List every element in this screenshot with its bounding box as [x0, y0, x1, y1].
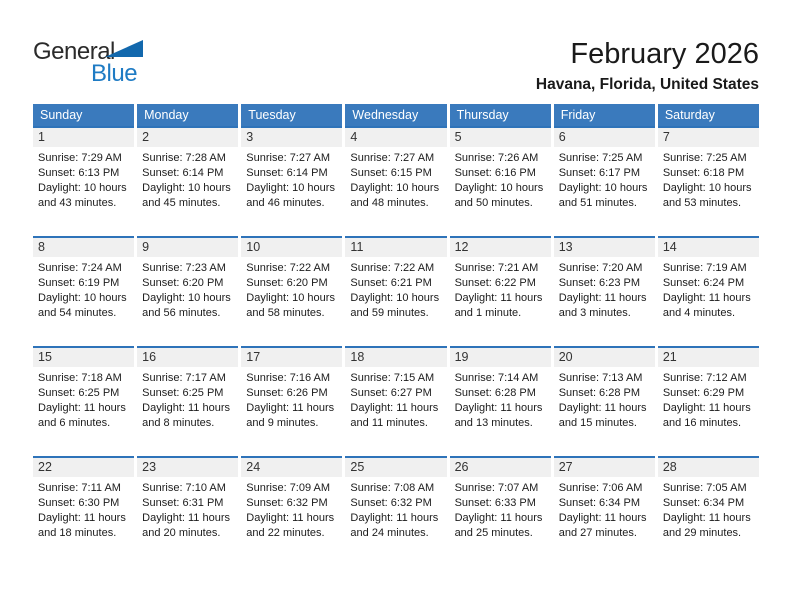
sunrise-text: Sunrise: 7:21 AM [454, 262, 539, 274]
day-number: 1 [33, 128, 134, 147]
day-number: 19 [450, 348, 551, 367]
daylight-text: Daylight: 10 hours and 51 minutes. [558, 182, 648, 209]
day-details [137, 147, 238, 211]
location-subtitle: Havana, Florida, United States [535, 76, 759, 93]
daylight-text: Daylight: 11 hours and 13 minutes. [454, 402, 543, 429]
week-row-2 [33, 236, 759, 346]
day-cell-19 [450, 346, 551, 456]
day-cell-12 [450, 236, 551, 346]
day-cell-28 [658, 456, 759, 566]
day-details [554, 477, 655, 541]
day-number: 21 [658, 348, 759, 367]
day-details [658, 367, 759, 431]
daylight-text: Daylight: 11 hours and 3 minutes. [558, 292, 647, 319]
weekday-header-thursday: Thursday [450, 104, 551, 126]
daylight-text: Daylight: 10 hours and 43 minutes. [38, 182, 127, 209]
weeks-container [33, 126, 759, 566]
weekday-header-wednesday: Wednesday [345, 104, 446, 126]
day-number: 17 [241, 348, 342, 367]
sunrise-text: Sunrise: 7:27 AM [246, 152, 331, 164]
sunrise-text: Sunrise: 7:09 AM [246, 482, 331, 494]
sunrise-text: Sunrise: 7:05 AM [662, 482, 747, 494]
daylight-text: Daylight: 11 hours and 4 minutes. [662, 292, 751, 319]
day-details [241, 257, 342, 321]
daylight-text: Daylight: 11 hours and 15 minutes. [558, 402, 647, 429]
calendar-table [33, 104, 759, 566]
day-details [658, 147, 759, 211]
day-details [33, 147, 134, 211]
sunset-text: Sunset: 6:16 PM [454, 167, 536, 179]
daylight-text: Daylight: 10 hours and 46 minutes. [246, 182, 335, 209]
sunset-text: Sunset: 6:14 PM [246, 167, 328, 179]
day-cell-18 [345, 346, 446, 456]
day-details [137, 477, 238, 541]
weekday-header-tuesday: Tuesday [241, 104, 342, 126]
day-number: 26 [450, 458, 551, 477]
sunrise-text: Sunrise: 7:07 AM [454, 482, 539, 494]
sunrise-text: Sunrise: 7:08 AM [350, 482, 435, 494]
day-cell-17 [241, 346, 342, 456]
day-cell-26 [450, 456, 551, 566]
sunrise-text: Sunrise: 7:29 AM [38, 152, 122, 164]
day-cell-14 [658, 236, 759, 346]
week-row-1 [33, 126, 759, 236]
sunrise-text: Sunrise: 7:25 AM [558, 152, 643, 164]
day-cell-5 [450, 126, 551, 236]
daylight-text: Daylight: 11 hours and 18 minutes. [38, 512, 126, 539]
day-details [33, 257, 134, 321]
day-details [658, 477, 759, 541]
day-number: 11 [345, 238, 446, 257]
day-number: 25 [345, 458, 446, 477]
sunset-text: Sunset: 6:18 PM [662, 167, 745, 179]
daylight-text: Daylight: 11 hours and 29 minutes. [662, 512, 751, 539]
day-details [33, 367, 134, 431]
daylight-text: Daylight: 11 hours and 8 minutes. [142, 402, 230, 429]
day-number: 5 [450, 128, 551, 147]
sunset-text: Sunset: 6:21 PM [350, 277, 432, 289]
daylight-text: Daylight: 10 hours and 54 minutes. [38, 292, 127, 319]
weekday-header-row [33, 104, 759, 126]
day-cell-10 [241, 236, 342, 346]
daylight-text: Daylight: 11 hours and 20 minutes. [142, 512, 230, 539]
sunset-text: Sunset: 6:14 PM [142, 167, 224, 179]
sunset-text: Sunset: 6:25 PM [38, 387, 120, 399]
sunrise-text: Sunrise: 7:15 AM [350, 372, 435, 384]
daylight-text: Daylight: 11 hours and 24 minutes. [350, 512, 439, 539]
day-details [450, 477, 551, 541]
daylight-text: Daylight: 11 hours and 16 minutes. [662, 402, 751, 429]
sunrise-text: Sunrise: 7:12 AM [662, 372, 747, 384]
sunrise-text: Sunrise: 7:22 AM [246, 262, 331, 274]
day-number: 14 [658, 238, 759, 257]
sunrise-text: Sunrise: 7:06 AM [558, 482, 643, 494]
day-cell-21 [658, 346, 759, 456]
sunrise-text: Sunrise: 7:13 AM [558, 372, 643, 384]
daylight-text: Daylight: 11 hours and 25 minutes. [454, 512, 543, 539]
day-cell-4 [345, 126, 446, 236]
sunset-text: Sunset: 6:20 PM [246, 277, 328, 289]
sunrise-text: Sunrise: 7:25 AM [662, 152, 747, 164]
day-details [450, 367, 551, 431]
sunset-text: Sunset: 6:25 PM [142, 387, 224, 399]
daylight-text: Daylight: 10 hours and 56 minutes. [142, 292, 231, 319]
weekday-header-sunday: Sunday [33, 104, 134, 126]
day-cell-23 [137, 456, 238, 566]
day-details [450, 257, 551, 321]
sunset-text: Sunset: 6:32 PM [246, 497, 328, 509]
sunrise-text: Sunrise: 7:10 AM [142, 482, 226, 494]
day-cell-16 [137, 346, 238, 456]
logo-text-general: General [33, 38, 115, 65]
day-number: 27 [554, 458, 655, 477]
day-number: 23 [137, 458, 238, 477]
day-details [33, 477, 134, 541]
daylight-text: Daylight: 11 hours and 6 minutes. [38, 402, 126, 429]
day-cell-6 [554, 126, 655, 236]
sunset-text: Sunset: 6:27 PM [350, 387, 432, 399]
sunset-text: Sunset: 6:20 PM [142, 277, 224, 289]
sunrise-text: Sunrise: 7:28 AM [142, 152, 226, 164]
day-number: 4 [345, 128, 446, 147]
day-cell-2 [137, 126, 238, 236]
sunrise-text: Sunrise: 7:18 AM [38, 372, 122, 384]
weekday-header-saturday: Saturday [658, 104, 759, 126]
sunset-text: Sunset: 6:31 PM [142, 497, 224, 509]
day-cell-22 [33, 456, 134, 566]
day-details [241, 477, 342, 541]
daylight-text: Daylight: 10 hours and 58 minutes. [246, 292, 335, 319]
day-cell-1 [33, 126, 134, 236]
sunrise-text: Sunrise: 7:16 AM [246, 372, 331, 384]
sunset-text: Sunset: 6:13 PM [38, 167, 120, 179]
day-number: 28 [658, 458, 759, 477]
day-cell-3 [241, 126, 342, 236]
day-cell-7 [658, 126, 759, 236]
day-number: 6 [554, 128, 655, 147]
daylight-text: Daylight: 10 hours and 45 minutes. [142, 182, 231, 209]
day-cell-20 [554, 346, 655, 456]
sunset-text: Sunset: 6:15 PM [350, 167, 432, 179]
sunrise-text: Sunrise: 7:23 AM [142, 262, 226, 274]
day-details [241, 367, 342, 431]
day-number: 2 [137, 128, 238, 147]
sunset-text: Sunset: 6:33 PM [454, 497, 536, 509]
day-details [137, 367, 238, 431]
day-details [345, 367, 446, 431]
day-cell-27 [554, 456, 655, 566]
day-cell-13 [554, 236, 655, 346]
day-number: 10 [241, 238, 342, 257]
day-cell-24 [241, 456, 342, 566]
day-details [345, 147, 446, 211]
daylight-text: Daylight: 10 hours and 48 minutes. [350, 182, 440, 209]
day-cell-15 [33, 346, 134, 456]
day-number: 12 [450, 238, 551, 257]
day-details [450, 147, 551, 211]
sunset-text: Sunset: 6:17 PM [558, 167, 641, 179]
general-blue-logo [33, 36, 163, 88]
day-details [554, 367, 655, 431]
day-details [554, 257, 655, 321]
daylight-text: Daylight: 10 hours and 53 minutes. [662, 182, 752, 209]
daylight-text: Daylight: 10 hours and 50 minutes. [454, 182, 544, 209]
day-number: 16 [137, 348, 238, 367]
day-number: 15 [33, 348, 134, 367]
sunset-text: Sunset: 6:24 PM [662, 277, 745, 289]
sunrise-text: Sunrise: 7:11 AM [38, 482, 121, 494]
day-details [137, 257, 238, 321]
daylight-text: Daylight: 11 hours and 9 minutes. [246, 402, 335, 429]
sunset-text: Sunset: 6:34 PM [558, 497, 641, 509]
day-number: 9 [137, 238, 238, 257]
daylight-text: Daylight: 11 hours and 11 minutes. [350, 402, 439, 429]
sunrise-text: Sunrise: 7:20 AM [558, 262, 643, 274]
day-details [554, 147, 655, 211]
sunrise-text: Sunrise: 7:19 AM [662, 262, 747, 274]
daylight-text: Daylight: 11 hours and 27 minutes. [558, 512, 647, 539]
day-details [345, 477, 446, 541]
day-number: 13 [554, 238, 655, 257]
weekday-header-monday: Monday [137, 104, 238, 126]
week-row-3 [33, 346, 759, 456]
sunset-text: Sunset: 6:30 PM [38, 497, 120, 509]
day-number: 8 [33, 238, 134, 257]
sunrise-text: Sunrise: 7:26 AM [454, 152, 539, 164]
sunset-text: Sunset: 6:29 PM [662, 387, 745, 399]
sunset-text: Sunset: 6:32 PM [350, 497, 432, 509]
day-cell-8 [33, 236, 134, 346]
sunrise-text: Sunrise: 7:24 AM [38, 262, 122, 274]
sunrise-text: Sunrise: 7:22 AM [350, 262, 435, 274]
day-cell-25 [345, 456, 446, 566]
sunset-text: Sunset: 6:22 PM [454, 277, 536, 289]
sunrise-text: Sunrise: 7:27 AM [350, 152, 435, 164]
logo-text-blue: Blue [91, 60, 138, 87]
sunset-text: Sunset: 6:28 PM [558, 387, 641, 399]
sunset-text: Sunset: 6:19 PM [38, 277, 120, 289]
daylight-text: Daylight: 10 hours and 59 minutes. [350, 292, 440, 319]
day-details [658, 257, 759, 321]
weekday-header-friday: Friday [554, 104, 655, 126]
sunset-text: Sunset: 6:23 PM [558, 277, 641, 289]
day-number: 3 [241, 128, 342, 147]
day-number: 22 [33, 458, 134, 477]
page-title: February 2026 [570, 38, 759, 70]
day-number: 18 [345, 348, 446, 367]
sunset-text: Sunset: 6:26 PM [246, 387, 328, 399]
week-row-4 [33, 456, 759, 566]
day-cell-11 [345, 236, 446, 346]
sunrise-text: Sunrise: 7:14 AM [454, 372, 539, 384]
sunset-text: Sunset: 6:28 PM [454, 387, 536, 399]
sunrise-text: Sunrise: 7:17 AM [142, 372, 226, 384]
day-details [345, 257, 446, 321]
day-details [241, 147, 342, 211]
daylight-text: Daylight: 11 hours and 22 minutes. [246, 512, 335, 539]
day-number: 20 [554, 348, 655, 367]
day-cell-9 [137, 236, 238, 346]
day-number: 7 [658, 128, 759, 147]
sunset-text: Sunset: 6:34 PM [662, 497, 745, 509]
daylight-text: Daylight: 11 hours and 1 minute. [454, 292, 543, 319]
day-number: 24 [241, 458, 342, 477]
